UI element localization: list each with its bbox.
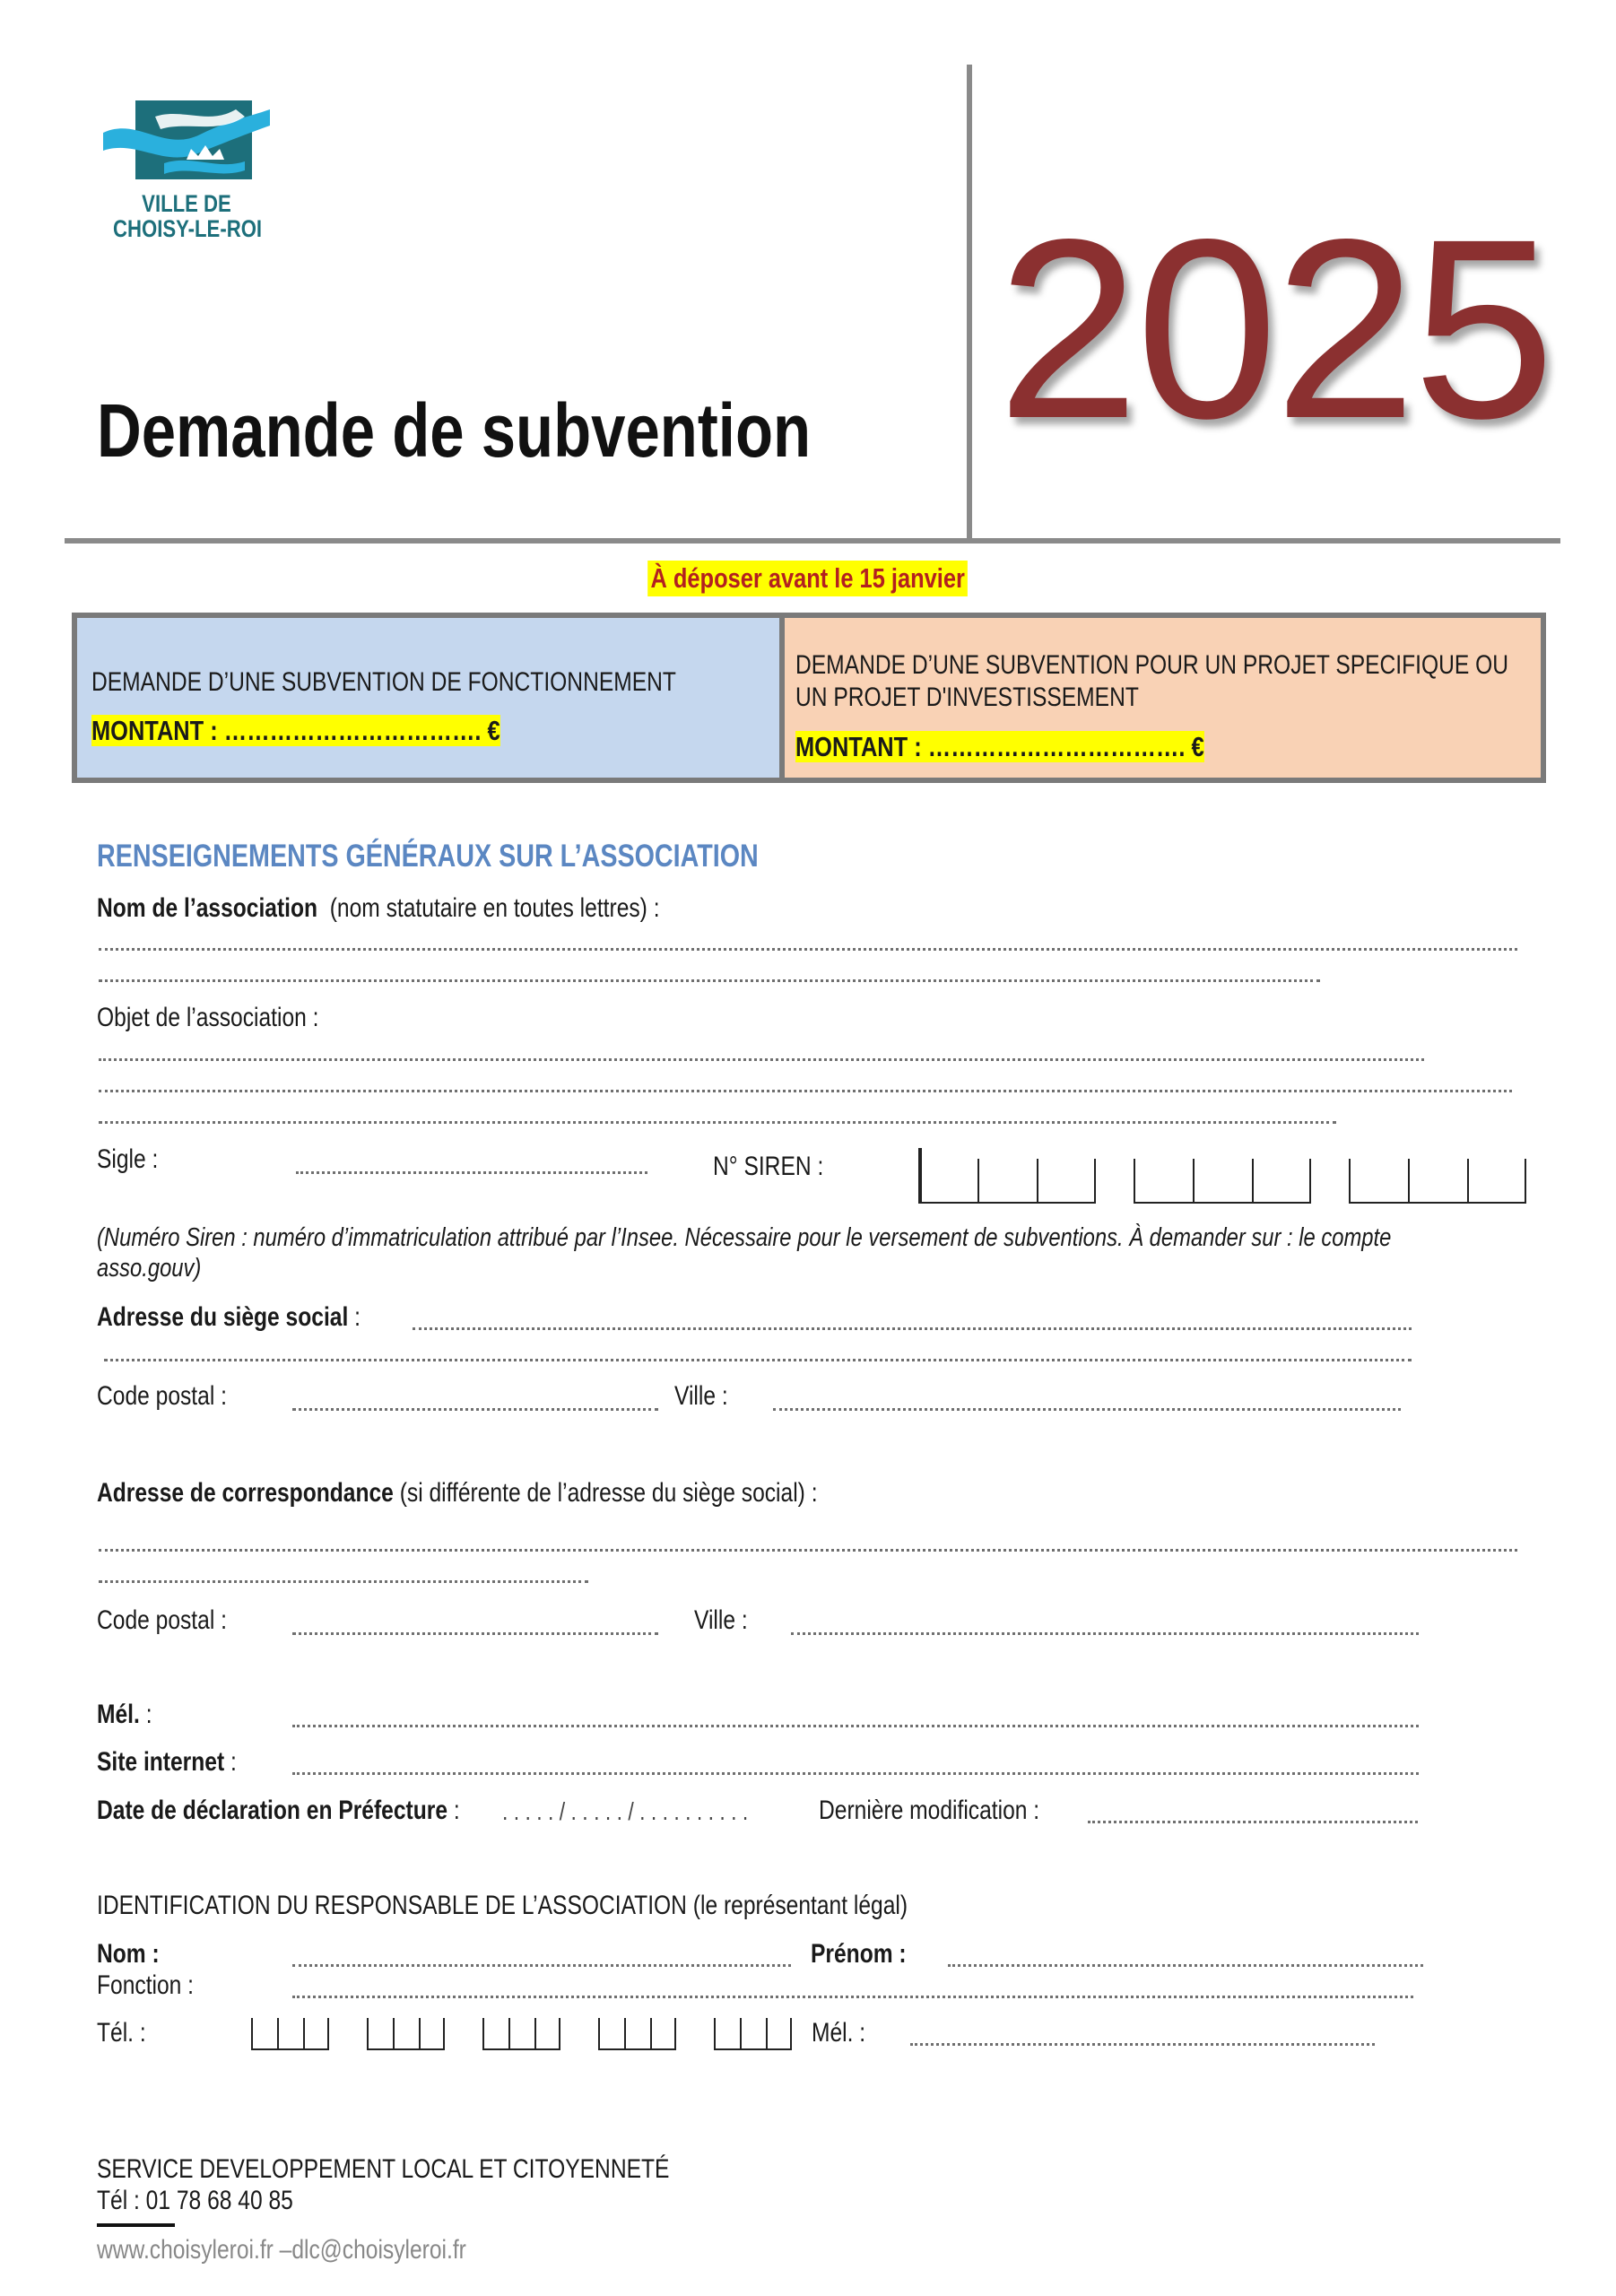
deadline-notice-wrap bbox=[0, 561, 1616, 596]
project-grant-box bbox=[785, 618, 1541, 778]
prefecture-declaration-date-field[interactable]: . . . . . / . . . . . / . . . . . . . . . . bbox=[502, 1797, 749, 1825]
hq-address-field-1[interactable] bbox=[413, 1327, 1412, 1330]
hq-city-label: Ville : bbox=[674, 1381, 728, 1411]
hq-postal-code-field[interactable] bbox=[292, 1408, 658, 1411]
association-name-label: Nom de l’association (nom statutaire en toutes lettres) : bbox=[97, 893, 660, 923]
siren-field[interactable] bbox=[918, 1148, 1526, 1204]
prefecture-declaration-label: Date de déclaration en Préfecture : bbox=[97, 1796, 460, 1825]
responsible-section-title: IDENTIFICATION DU RESPONSABLE DE L’ASSOCIATION (le représentant légal) bbox=[97, 1891, 908, 1920]
acronym-field[interactable] bbox=[296, 1171, 647, 1174]
responsible-function-label: Fonction : bbox=[97, 1970, 195, 2000]
logo-text-line2: CHOISY-LE-ROI bbox=[113, 215, 263, 242]
operating-grant-box bbox=[77, 618, 785, 778]
operating-grant-amount bbox=[91, 715, 500, 747]
email-field[interactable] bbox=[292, 1725, 1419, 1727]
project-grant-title-2: UN PROJET D'INVESTISSEMENT bbox=[795, 683, 1139, 712]
association-name-field-1[interactable] bbox=[99, 948, 1517, 951]
correspondence-city-label: Ville : bbox=[694, 1605, 748, 1635]
correspondence-postal-code-label: Code postal : bbox=[97, 1605, 227, 1635]
siren-note-line1: (Numéro Siren : numéro d’immatriculation attribué par l’Insee. Nécessaire pour le versement de subventions. À demander sur : le compte bbox=[97, 1223, 1392, 1252]
operating-grant-title: DEMANDE D’UNE SUBVENTION DE FONCTIONNEMENT bbox=[91, 667, 676, 697]
responsible-function-field[interactable] bbox=[292, 1996, 1413, 1998]
footer-phone: Tél : 01 78 68 40 85 bbox=[97, 2186, 293, 2215]
email-label: Mél. : bbox=[97, 1700, 152, 1729]
hq-postal-code-label: Code postal : bbox=[97, 1381, 227, 1411]
responsible-email-field[interactable] bbox=[910, 2043, 1375, 2046]
footer-divider bbox=[97, 2223, 175, 2227]
year-label: 2025 bbox=[997, 187, 1552, 472]
responsible-firstname-field[interactable] bbox=[948, 1964, 1423, 1967]
footer-links[interactable]: www.choisyleroi.fr –dlc@choisyleroi.fr bbox=[97, 2235, 466, 2265]
header-horizontal-divider bbox=[65, 538, 1560, 544]
city-logo-icon bbox=[101, 90, 272, 188]
request-boxes bbox=[72, 613, 1546, 783]
last-modification-label: Dernière modification : bbox=[819, 1796, 1040, 1825]
operating-grant-amount-field[interactable]: MONTANT : ……………………………. € bbox=[91, 715, 500, 746]
correspondence-city-field[interactable] bbox=[791, 1632, 1419, 1635]
correspondence-address-label: Adresse de correspondance (si différente de l’adresse du siège social) : bbox=[97, 1478, 818, 1508]
responsible-lastname-label: Nom : bbox=[97, 1939, 160, 1969]
siren-note-line2: asso.gouv) bbox=[97, 1254, 202, 1283]
hq-city-field[interactable] bbox=[773, 1408, 1401, 1411]
responsible-firstname-label: Prénom : bbox=[811, 1939, 907, 1969]
correspondence-address-field-1[interactable] bbox=[99, 1549, 1517, 1552]
hq-address-field-2[interactable] bbox=[104, 1359, 1412, 1361]
last-modification-field[interactable] bbox=[1088, 1821, 1418, 1823]
website-field[interactable] bbox=[292, 1772, 1419, 1775]
responsible-lastname-field[interactable] bbox=[292, 1964, 791, 1967]
responsible-phone-label: Tél. : bbox=[97, 2018, 146, 2048]
deadline-notice: À déposer avant le 15 janvier bbox=[648, 561, 969, 596]
association-object-field-2[interactable] bbox=[99, 1090, 1512, 1092]
association-object-label: Objet de l’association : bbox=[97, 1003, 319, 1032]
section-title-general: RENSEIGNEMENTS GÉNÉRAUX SUR L’ASSOCIATION bbox=[97, 839, 759, 874]
website-label: Site internet : bbox=[97, 1747, 237, 1777]
siren-label: N° SIREN : bbox=[713, 1152, 824, 1181]
acronym-label: Sigle : bbox=[97, 1144, 159, 1174]
association-object-field-3[interactable] bbox=[99, 1121, 1336, 1124]
responsible-email-label: Mél. : bbox=[812, 2018, 866, 2048]
project-grant-title-1: DEMANDE D’UNE SUBVENTION POUR UN PROJET SPECIFIQUE OU bbox=[795, 650, 1509, 680]
city-logo bbox=[97, 90, 276, 242]
logo-text-line1: VILLE DE bbox=[142, 190, 231, 217]
association-object-field-1[interactable] bbox=[99, 1058, 1424, 1061]
correspondence-postal-code-field[interactable] bbox=[292, 1632, 658, 1635]
footer-service-name: SERVICE DEVELOPPEMENT LOCAL ET CITOYENNETÉ bbox=[97, 2154, 670, 2184]
header-vertical-divider bbox=[967, 65, 972, 543]
responsible-phone-field[interactable] bbox=[251, 2018, 792, 2050]
project-grant-amount bbox=[795, 731, 1204, 763]
hq-address-label: Adresse du siège social : bbox=[97, 1302, 361, 1332]
correspondence-address-field-2[interactable] bbox=[99, 1580, 588, 1583]
association-name-field-2[interactable] bbox=[99, 979, 1320, 982]
page-title: Demande de subvention bbox=[97, 388, 812, 473]
project-grant-amount-field[interactable]: MONTANT : ……………………………. € bbox=[795, 731, 1204, 762]
